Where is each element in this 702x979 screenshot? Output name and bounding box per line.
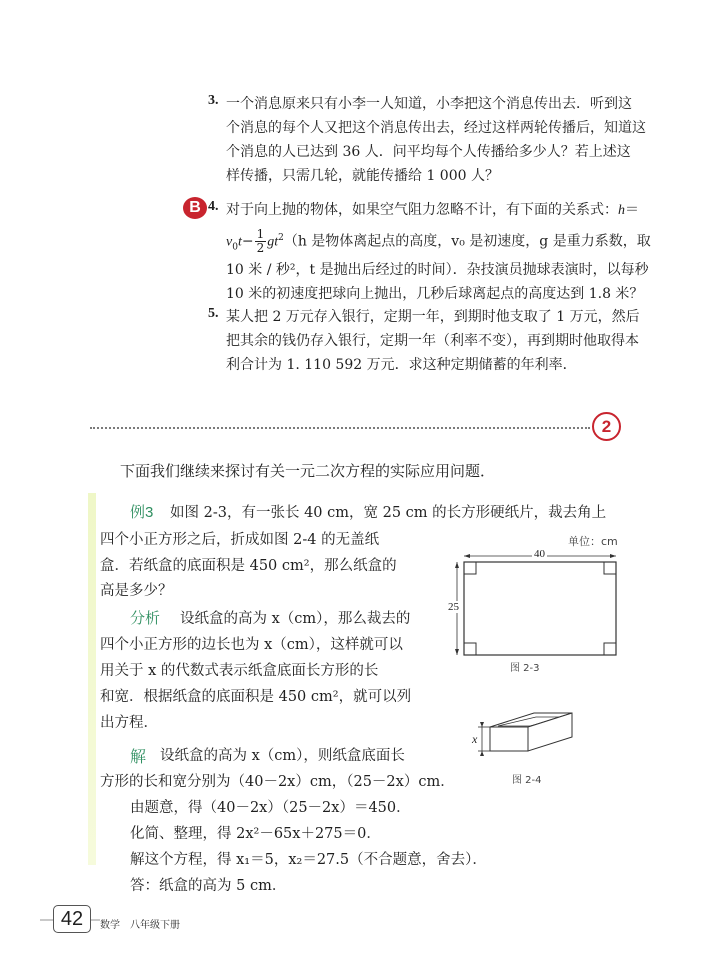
- figure-caption: 图 2-3: [510, 663, 540, 674]
- figure-caption: 图 2-4: [512, 775, 542, 786]
- width-label: 25: [448, 601, 459, 613]
- exercise-text-line: 个消息的人已达到 36 人．问平均每个人传播给多少人？若上述这: [226, 144, 631, 160]
- exercise-text-line: 个消息的每个人又把这个消息传出去，经过这样两轮传播后，知道这: [226, 120, 646, 136]
- var-v: v: [226, 234, 233, 250]
- exercise-number: 4.: [208, 199, 219, 214]
- example-sidebar: [88, 493, 96, 865]
- superscript: 2: [278, 232, 284, 243]
- analysis-text-line: 出方程．: [100, 715, 158, 731]
- solution-text-line: 解这个方程，得 x₁＝5，x₂＝27.5（不合题意，舍去）．: [130, 852, 487, 868]
- section-marker: 2: [592, 412, 621, 441]
- solution-text-line: 由题意，得（40－2x）（25－2x）＝450．: [130, 800, 411, 816]
- solution-text-line: 答：纸盒的高为 5 cm．: [130, 878, 287, 894]
- exercise-text-line: 把其余的钱仍存入银行，定期一年（利率不变），再到期时他取得本: [226, 333, 639, 349]
- exercise-text-line: 利合计为 1. 110 592 万元．求这种定期储蓄的年利率．: [226, 357, 577, 373]
- formula-line: [226, 228, 651, 255]
- var-gt: gt: [267, 234, 279, 250]
- fraction-denominator: 2: [256, 241, 265, 255]
- figure-2-3: [448, 530, 624, 674]
- length-label: 40: [534, 548, 545, 560]
- section-divider: [90, 427, 590, 429]
- solution-text-line: 化简、整理，得 2x²－65x＋275＝0．: [130, 826, 381, 842]
- unit-label: 单位：cm: [568, 535, 618, 548]
- exercise-text-line: 10 米的初速度把球向上抛出，几秒后球离起点的高度达到 1.8 米？: [226, 286, 644, 302]
- analysis-text-line: 四个小正方形的边长也为 x（cm），这样就可以: [100, 637, 403, 653]
- solution-label: 解: [130, 749, 147, 766]
- example-text-line: 四个小正方形之后，折成如图 2-4 的无盖纸: [100, 532, 380, 548]
- minus-sign: −: [241, 233, 254, 250]
- figure-2-4: [470, 705, 580, 790]
- level-b-badge: B: [183, 197, 207, 219]
- exercise-text-line: 某人把 2 万元存入银行，定期一年，到期时他支取了 1 万元，然后: [226, 309, 640, 325]
- exercise-number: 3.: [208, 93, 219, 108]
- analysis-text-line: 和宽．根据纸盒的底面积是 450 cm²，就可以列: [100, 689, 412, 705]
- fraction: [255, 228, 267, 255]
- page-number: 42: [53, 905, 91, 933]
- box-diagram: [470, 705, 580, 770]
- exercise-text: （h 是物体离起点的高度，v₀ 是初速度，g 是重力系数，取: [283, 233, 651, 250]
- height-x-label: x: [472, 732, 478, 746]
- exercise-text: 对于向上抛的物体，如果空气阻力忽略不计，有下面的关系式：: [226, 202, 618, 218]
- example-text-line: 高是多少？: [100, 583, 173, 599]
- example-text-line: 盒．若纸盒的底面积是 450 cm²，那么纸盒的: [100, 558, 397, 574]
- exercise-text-line: 样传播，只需几轮，就能传播给 1 000 人？: [226, 168, 499, 184]
- book-title: 数学 八年级下册: [100, 920, 180, 931]
- exercise-text-line: 一个消息原来只有小李一人知道，小李把这个消息传出去．听到这: [226, 96, 632, 112]
- exercise-number: 5.: [208, 306, 219, 321]
- exercise-text-line: [226, 199, 639, 219]
- intro-text: 下面我们继续来探讨有关一元二次方程的实际应用问题．: [120, 462, 496, 480]
- example-text-line: 如图 2-3，有一张长 40 cm，宽 25 cm 的长方形硬纸片，裁去角上: [170, 505, 607, 521]
- equals-sign: ＝: [625, 202, 639, 218]
- subscript: 0: [232, 242, 238, 253]
- solution-text-line: 设纸盒的高为 x（cm），则纸盒底面长: [160, 748, 405, 764]
- solution-text-line: 方形的长和宽分别为（40－2x）cm，（25－2x）cm．: [100, 774, 455, 790]
- example-label: 例3: [130, 504, 154, 521]
- exercise-text-line: 10 米 / 秒²，t 是抛出后经过的时间）．杂技演员抛球表演时，以每秒: [226, 262, 649, 278]
- analysis-label: 分析: [130, 610, 161, 627]
- var-t: t: [237, 234, 242, 250]
- analysis-text-line: 设纸盒的高为 x（cm），那么裁去的: [180, 611, 411, 627]
- fraction-numerator: 1: [256, 227, 265, 241]
- analysis-text-line: 用关于 x 的代数式表示纸盒底面长方形的长: [100, 663, 379, 679]
- var-h: h: [618, 203, 625, 218]
